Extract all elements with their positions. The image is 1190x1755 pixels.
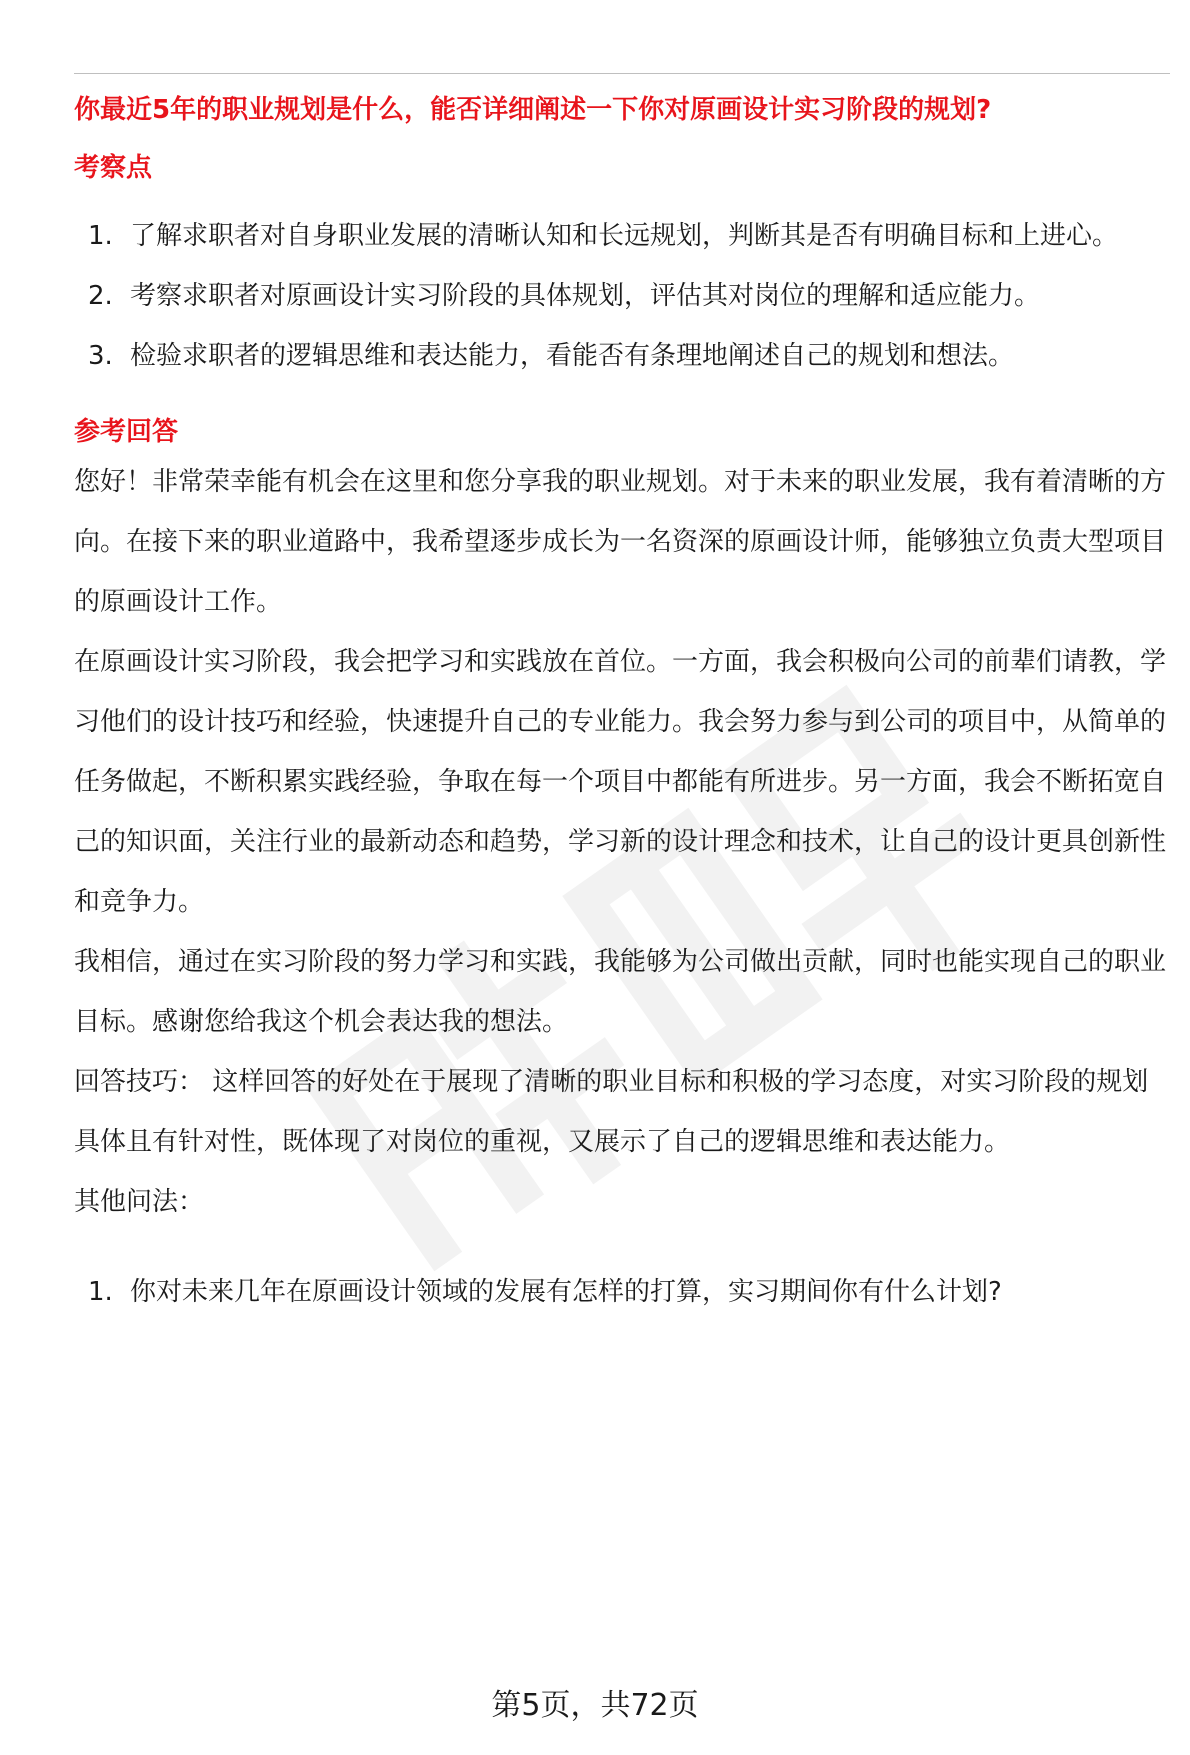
evaluation-list [74, 206, 1174, 386]
list-item-text: 检验求职者的逻辑思维和表达能力，看能否有条理地阐述自己的规划和想法。 [130, 341, 1015, 371]
other-questions-list [74, 1262, 1174, 1322]
answer-paragraph: 在原画设计实习阶段，我会把学习和实践放在首位。一方面，我会积极向公司的前辈们请教，学习他们的设计技巧和经验，快速提升自己的专业能力。我会努力参与到公司的项目中，从简单的任务做起，不断积累实践经验，争取在每一个项目中都能有所进步。另一方面，我会不断拓宽自己的知识面，关注行业的最新动态和趋势，学习新的设计理念和技术，让自己的设计更具创新性和竞争力。 [74, 647, 1167, 917]
list-item-text: 考察求职者对原画设计实习阶段的具体规划，评估其对岗位的理解和适应能力。 [130, 281, 1041, 311]
list-item-number: 2. [88, 281, 113, 311]
list-item [74, 326, 1174, 386]
question-title: 你最近5年的职业规划是什么，能否详细阐述一下你对原画设计实习阶段的规划? [74, 95, 992, 125]
page-number: 第5页，共72页 [491, 1688, 699, 1723]
list-item-number: 1. [88, 221, 113, 251]
list-item-text: 了解求职者对自身职业发展的清晰认知和长远规划，判断其是否有明确目标和上进心。 [130, 221, 1119, 251]
reference-heading: 参考回答 [74, 417, 179, 447]
list-item [74, 266, 1174, 326]
answer-paragraph: 我相信，通过在实习阶段的努力学习和实践，我能够为公司做出贡献，同时也能实现自己的职业目标。感谢您给我这个机会表达我的想法。 [74, 947, 1167, 1037]
document-body [74, 90, 1174, 1322]
evaluation-heading: 考察点 [74, 153, 153, 183]
list-item-number: 3. [88, 341, 113, 371]
other-questions-heading: 其他问法： [74, 1187, 205, 1217]
list-item [74, 1262, 1174, 1322]
answer-tips-paragraph: 回答技巧： 这样回答的好处在于展现了清晰的职业目标和积极的学习态度，对实习阶段的规划具体且有针对性，既体现了对岗位的重视，又展示了自己的逻辑思维和表达能力。 [74, 1067, 1149, 1157]
list-item-text: 你对未来几年在原画设计领域的发展有怎样的打算，实习期间你有什么计划? [130, 1277, 1002, 1307]
top-divider [74, 73, 1170, 74]
list-item [74, 206, 1174, 266]
answer-paragraph: 您好！非常荣幸能有机会在这里和您分享我的职业规划。对于未来的职业发展，我有着清晰的方向。在接下来的职业道路中，我希望逐步成长为一名资深的原画设计师，能够独立负责大型项目的原画设计工作。 [74, 467, 1167, 617]
list-item-number: 1. [88, 1277, 113, 1307]
